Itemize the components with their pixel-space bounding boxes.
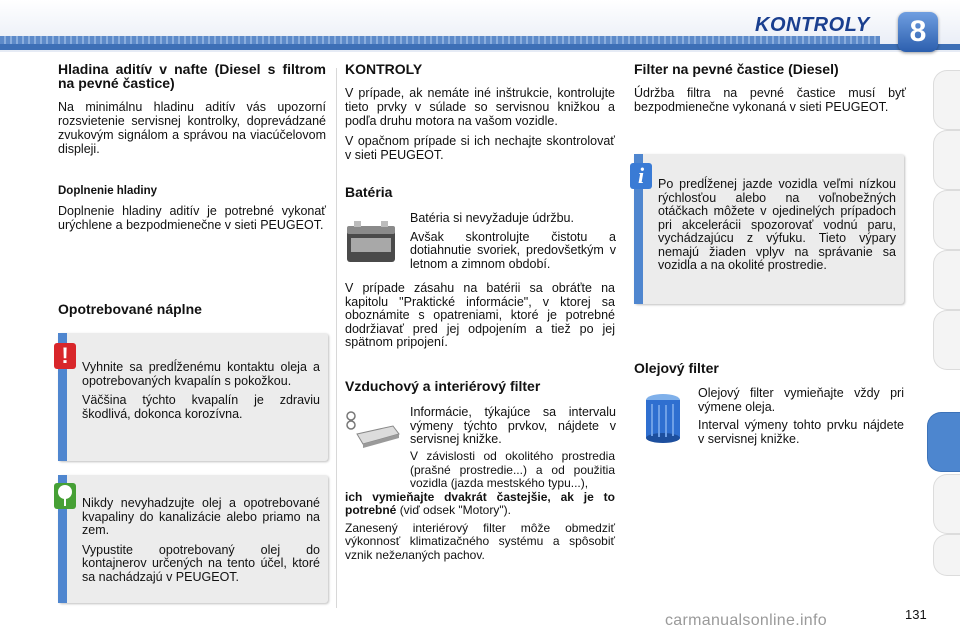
warning-text [82, 361, 320, 421]
checks-section [345, 62, 615, 162]
header-band [0, 44, 960, 50]
checks-p2: V opačnom prípade si ich nechajte skontrolovať v sieti PEUGEOT. [345, 134, 615, 162]
info-text: Po predĺženej jazde vozidla veľmi nízkou rýchlosťou alebo na voľnobežných otáčkach môžete v ojedinelých prípadoch pri akcelerácii spozorovať vodnú paru, vychádzajúcu z výfuku. Tieto výpary nemajú žiaden vplyv na správanie sa vozidla a na okolité prostredie. [658, 177, 896, 272]
air-p2b: ich vymieňajte dvakrát častejšie, ak je to potrebné [345, 489, 615, 517]
chapter-title: KONTROLY [755, 14, 870, 36]
thumb-tab[interactable] [933, 310, 960, 370]
battery-p3: V prípade zásahu na batérii sa obráťte na kapitolu "Praktické informácie", v ktorej sa oboznámite s opatreniami, ktoré je potrebné dodržiavať pred jej odpojením a tiež po jej spätnom pripojení. [345, 281, 615, 349]
thumb-tab[interactable] [933, 250, 960, 310]
dpf-body: Údržba filtra na pevné častice musí byť bezpodmienečne vykonaná v sieti PEUGEOT. [634, 86, 906, 114]
refill-body: Doplnenie hladiny aditív je potrebné vykonať urýchlene a bezpodmienečne v sieti PEUGEOT. [58, 204, 326, 232]
battery-p1: Batéria si nevyžaduje údržbu. [410, 211, 574, 225]
warning-p2: Väčšina týchto kvapalín je zdraviu škodlivá, dokonca korozívna. [82, 393, 320, 421]
warning-p1: Vyhnite sa predĺženému kontaktu oleja a opotrebovaných kvapalín s pokožkou. [82, 360, 320, 388]
battery-title: Batéria [345, 184, 393, 200]
oil-p1: Olejový filter vymieňajte vždy pri výmene oleja. [698, 386, 904, 414]
oil-filter-icon [642, 392, 684, 444]
thumb-tab-active[interactable] [927, 412, 960, 472]
info-box [634, 154, 904, 304]
chapter-thumb-tabs [932, 70, 960, 580]
dpf-title: Filter na pevné častice (Diesel) [634, 61, 839, 77]
additive-section [58, 62, 326, 232]
oil-filter-title: Olejový filter [634, 360, 719, 376]
oil-p2: Interval výmeny tohto prvku nájdete v servisnej knižke. [698, 418, 904, 446]
air-p3: Zanesený interiérový filter môže obmedziť výkonnosť klimatizačného systému a spôsobiť vznik nežелаných pachov. [345, 520, 615, 562]
refill-title: Doplnenie hladiny [58, 185, 158, 197]
page-number: 131 [905, 607, 927, 622]
thumb-tab[interactable] [933, 474, 960, 534]
thumb-tab[interactable] [933, 130, 960, 190]
eco-p1: Nikdy nevyhadzujte olej a opotrebované kvapaliny do kanalizácie alebo priamo na zem. [82, 496, 320, 537]
dpf-section [634, 62, 906, 114]
info-icon: i [630, 163, 652, 189]
eco-text [82, 497, 320, 584]
used-fluids-title: Opotrebované náplne [58, 301, 202, 317]
column-divider [336, 68, 337, 608]
thumb-tab[interactable] [933, 190, 960, 250]
chapter-number-badge: 8 [898, 12, 938, 52]
eco-p2: Vypustite opotrebovaný olej do kontajnerov určených na tento účel, ktoré sa nachádzajú v PEUGEOT. [82, 542, 320, 584]
battery-text [410, 212, 616, 271]
cabin-filter-icon [343, 408, 401, 448]
additive-title: Hladina aditív v nafte (Diesel s filtrom na pevné častice) [58, 61, 326, 91]
air-p2a: V závislosti od okolitého prostredia (prašné prostredie...) a od použitia vozidla (jazda mestského typu...), [410, 449, 615, 490]
additive-body: Na minimálnu hladinu aditív vás upozorní rozsvietenie servisnej kontrolky, doprevádzané zvukovým signálom a správou na viacúčelovom displeji. [58, 100, 326, 156]
air-p2c: (viď odsek "Motory"). [399, 503, 511, 517]
watermark: carmanualsonline.info [665, 612, 827, 629]
eco-box [58, 475, 328, 603]
warning-box [58, 333, 328, 461]
air-p1: Informácie, týkajúce sa intervalu výmeny týchto prvkov, nájdete v servisnej knižke. [410, 405, 616, 446]
page-header [0, 0, 960, 52]
air-filter-title: Vzduchový a interiérový filter [345, 378, 541, 394]
checks-p1: V prípade, ak nemáte iné inštrukcie, kontrolujte tieto prvky v súlade so servisnou knižkou a podľa druhu motora na vašom vozidle. [345, 86, 615, 128]
air-filter-text-2 [345, 450, 615, 562]
oil-filter-text [698, 387, 904, 446]
battery-icon [345, 220, 399, 266]
air-filter-text [410, 406, 616, 447]
warning-icon: ! [54, 343, 76, 369]
eco-tree-icon [54, 483, 76, 509]
thumb-tab[interactable] [933, 70, 960, 130]
thumb-tab[interactable] [933, 534, 960, 576]
checks-title: KONTROLY [345, 61, 423, 77]
battery-p2: Avšak skontrolujte čistotu a dotiahnutie svoriek, predovšetkým v letnom a zimnom období. [410, 229, 616, 271]
